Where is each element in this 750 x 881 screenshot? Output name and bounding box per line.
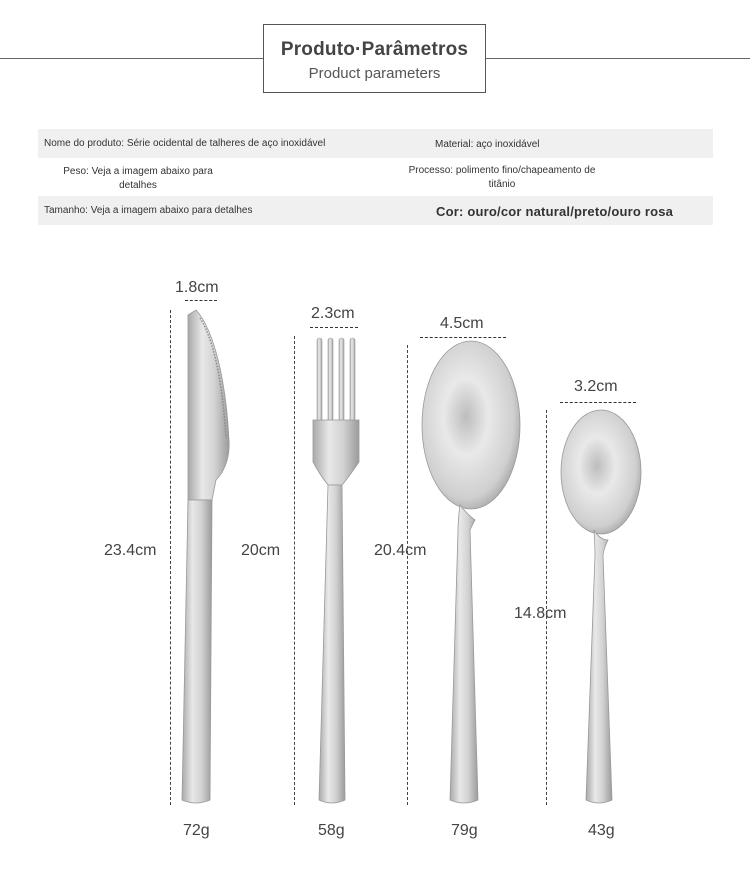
fork-width-line bbox=[310, 327, 358, 328]
fork-weight: 58g bbox=[318, 822, 345, 839]
page-subtitle: Product parameters bbox=[308, 65, 441, 82]
knife-width-line bbox=[185, 300, 217, 301]
fork-width-label: 2.3cm bbox=[311, 305, 355, 322]
knife-width-label: 1.8cm bbox=[175, 279, 219, 296]
param-process-line1: Processo: polimento fino/chapeamento de bbox=[408, 165, 596, 176]
teaspoon-width-line bbox=[560, 402, 636, 403]
spoon-length-label: 20.4cm bbox=[374, 542, 427, 559]
knife-shape bbox=[182, 310, 229, 803]
spoon-weight: 79g bbox=[451, 822, 478, 839]
param-material: Material: aço inoxidável bbox=[435, 139, 540, 150]
teaspoon-length-label: 14.8cm bbox=[514, 605, 567, 622]
spoon-shape bbox=[422, 341, 520, 803]
spoon-length-line bbox=[407, 345, 408, 805]
param-name: Nome do produto: Série ocidental de talheres de aço inoxidável bbox=[44, 138, 326, 149]
param-weight-line2: detalhes bbox=[119, 180, 157, 191]
teaspoon-shape bbox=[561, 410, 641, 803]
fork-length-line bbox=[294, 336, 295, 805]
spoon-width-label: 4.5cm bbox=[440, 315, 484, 332]
fork-length-label: 20cm bbox=[241, 542, 281, 559]
param-process-line2: titânio bbox=[488, 179, 516, 190]
knife-weight: 72g bbox=[183, 822, 210, 839]
teaspoon-weight: 43g bbox=[588, 822, 615, 839]
param-size: Tamanho: Veja a imagem abaixo para detalhes bbox=[44, 205, 253, 216]
knife-length-line bbox=[170, 310, 171, 805]
fork-shape bbox=[313, 338, 359, 803]
spoon-width-line bbox=[420, 337, 506, 338]
param-color: Cor: ouro/cor natural/preto/ouro rosa bbox=[436, 204, 674, 219]
param-weight-line1: Peso: Veja a imagem abaixo para bbox=[63, 166, 213, 177]
teaspoon-width-label: 3.2cm bbox=[574, 378, 618, 395]
page-title: Produto·Parâmetros bbox=[280, 39, 469, 60]
knife-length-label: 23.4cm bbox=[104, 542, 157, 559]
